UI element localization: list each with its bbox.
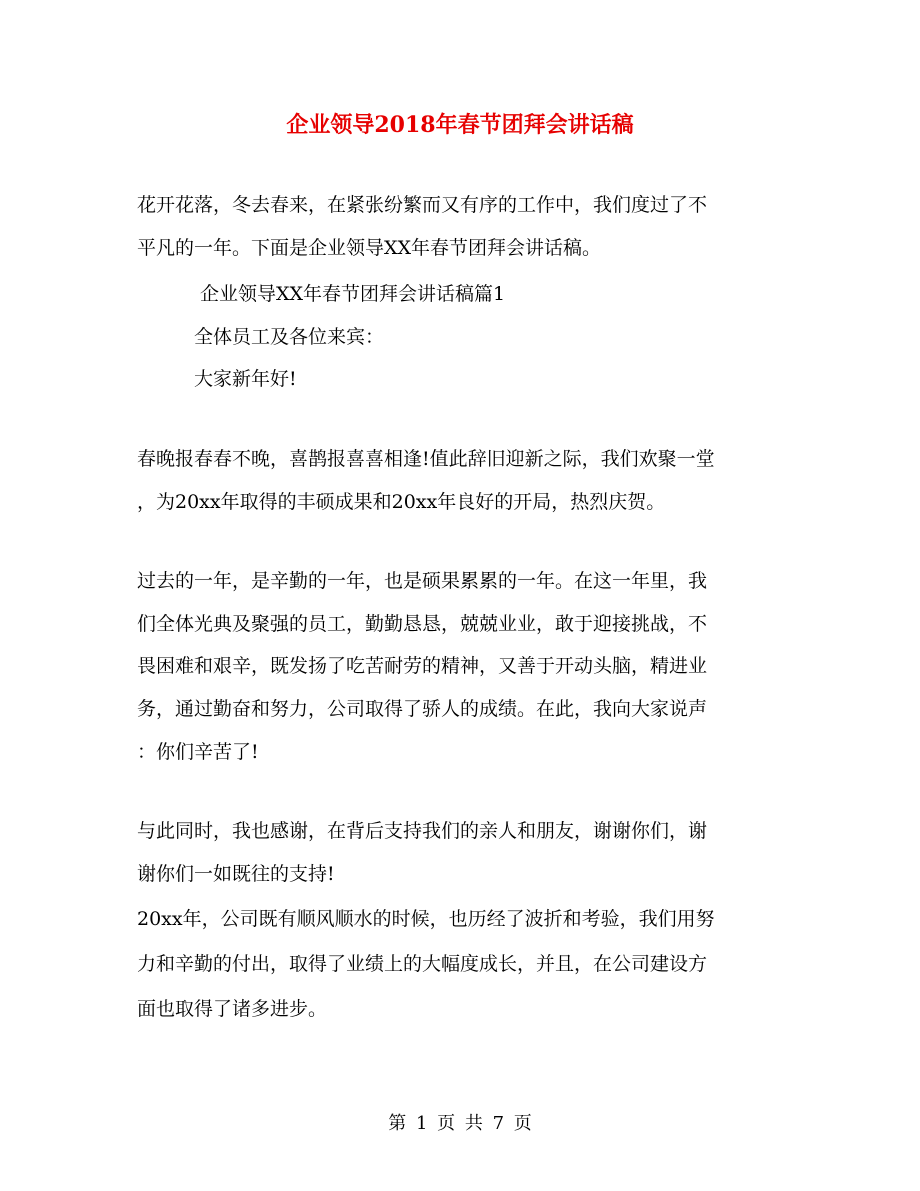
paragraph-2-line-3: 畏困难和艰辛，既发扬了吃苦耐劳的精神，又善于开动头脑，精进业 xyxy=(137,655,708,677)
paragraph-3-line-2: 谢你们一如既往的支持! xyxy=(137,863,335,885)
page-number-footer: 第 1 页 共 7 页 xyxy=(388,1113,532,1134)
paragraph-4-line-3: 面也取得了诸多进步。 xyxy=(137,998,328,1020)
paragraph-4-line-1: 20xx年，公司既有顺风顺水的时候，也历经了波折和考验，我们用努 xyxy=(137,908,715,930)
paragraph-4-line-2: 力和辛勤的付出，取得了业绩上的大幅度成长，并且，在公司建设方 xyxy=(137,953,708,975)
paragraph-3-line-1: 与此同时，我也感谢，在背后支持我们的亲人和朋友，谢谢你们，谢 xyxy=(137,820,708,842)
paragraph-1-line-2: ，为20xx年取得的丰硕成果和20xx年良好的开局，热烈庆贺。 xyxy=(137,491,666,513)
greeting: 大家新年好! xyxy=(194,368,297,390)
paragraph-2-line-4: 务，通过勤奋和努力，公司取得了骄人的成绩。在此，我向大家说声 xyxy=(137,698,708,720)
paragraph-2-line-2: 们全体光典及聚强的员工，勤勤恳恳，兢兢业业，敢于迎接挑战，不 xyxy=(137,613,708,635)
salutation: 全体员工及各位来宾： xyxy=(194,326,385,348)
document-title: 企业领导2018年春节团拜会讲话稿 xyxy=(286,112,634,138)
intro-line-2: 平凡的一年。下面是企业领导XX年春节团拜会讲话稿。 xyxy=(137,237,602,259)
paragraph-2-line-1: 过去的一年，是辛勤的一年，也是硕果累累的一年。在这一年里，我 xyxy=(137,570,708,592)
paragraph-1-line-1: 春晚报春春不晚，喜鹊报喜喜相逢!值此辞旧迎新之际，我们欢聚一堂 xyxy=(137,448,715,470)
section-heading: 企业领导XX年春节团拜会讲话稿篇1 xyxy=(200,283,506,305)
intro-line-1: 花开花落，冬去春来，在紧张纷繁而又有序的工作中，我们度过了不 xyxy=(137,194,708,216)
paragraph-2-line-5: ：你们辛苦了! xyxy=(137,741,259,763)
